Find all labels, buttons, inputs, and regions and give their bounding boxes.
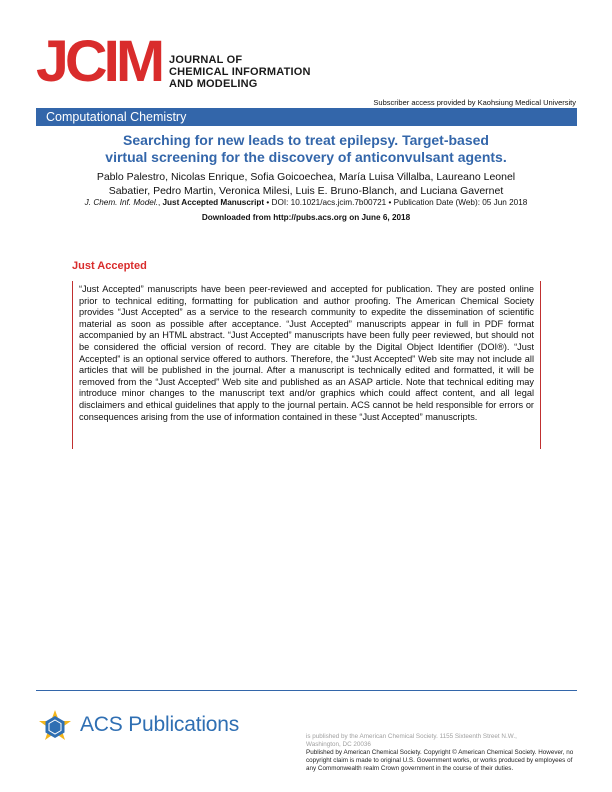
article-title-line: virtual screening for the discovery of anticonvulsant agents.: [105, 149, 507, 165]
article-title-line: Searching for new leads to treat epilepsy. Target-based: [123, 132, 489, 148]
journal-logo-mark: JCIM: [36, 29, 162, 94]
citation-line: J. Chem. Inf. Model., Just Accepted Manuscript • DOI: 10.1021/acs.jcim.7b00721 • Publication Date (Web): 05 Jun 2018: [84, 198, 528, 207]
journal-name: [169, 54, 311, 90]
journal-name-line: JOURNAL OF: [169, 54, 243, 66]
author-line: Sabatier, Pedro Martin, Veronica Milesi, Luis E. Bruno-Blanch, and Luciana Gavernet: [108, 185, 504, 197]
copyright-notice: Published by American Chemical Society. Copyright © American Chemical Society. However, no copyright claim is made to original U.S. Government works, or works produced by employees of any Commonwealth realm Crown government in the course of their duties.: [306, 749, 574, 773]
just-accepted-heading: Just Accepted: [72, 260, 147, 272]
author-line: Pablo Palestro, Nicolas Enrique, Sofia Goicoechea, María Luisa Villalba, Laureano Leonel: [96, 171, 516, 183]
journal-name-line: CHEMICAL INFORMATION: [169, 66, 311, 78]
article-title: [36, 132, 576, 166]
acs-hexagon-icon: [36, 708, 74, 746]
publisher-address-line: is published by the American Chemical Society. 1155 Sixteenth Street N.W.,: [306, 733, 517, 740]
acs-publications-wordmark: ACS Publications: [80, 713, 240, 736]
publication-date: Publication Date (Web): 05 Jun 2018: [393, 198, 528, 207]
footer-divider: [36, 690, 577, 691]
publisher-address-line: Washington, DC 20036: [306, 741, 371, 749]
subscriber-access-note: Subscriber access provided by Kaohsiung Medical University: [373, 98, 576, 107]
just-accepted-notice: [72, 281, 541, 449]
author-list: [36, 170, 576, 198]
section-banner: Computational Chemistry: [36, 108, 577, 126]
download-note: Downloaded from http://pubs.acs.org on June 6, 2018: [201, 213, 411, 222]
journal-abbrev: J. Chem. Inf. Model.: [84, 198, 158, 207]
journal-logo: [36, 29, 336, 94]
just-accepted-text: “Just Accepted” manuscripts have been peer-reviewed and accepted for publication. They are posted online prior to technical editing, formatting for publication and author proofing. The American Chemical Society provides “Just Accepted” as a service to the research community to expedite the dissemination of scientific material as soon as possible after acceptance. “Just Accepted” manuscripts appear in full in PDF format accompanied by an HTML abstract. “Just Accepted” manuscripts have been fully peer reviewed, but should not be considered the official version of record. They are citable by the Digital Object Identifier (DOI®). “Just Accepted” is an optional service offered to authors. Therefore, the “Just Accepted” Web site may not include all articles that will be published in the journal. After a manuscript is technically edited and formatted, it will be removed from the “Just Accepted” Web site and published as an ASAP article. Note that technical editing may introduce minor changes to the manuscript text and/or graphics which could affect content, and all legal disclaimers and ethical guidelines that apply to the journal pertain. ACS cannot be held responsible for errors or consequences arising from the use of information contained in these “Just Accepted” manuscripts.: [79, 284, 534, 422]
doi[interactable]: DOI: 10.1021/acs.jcim.7b00721: [271, 198, 387, 207]
publisher-note: [306, 733, 582, 773]
journal-name-line: AND MODELING: [169, 78, 258, 90]
acs-publications-logo: [36, 708, 240, 748]
manuscript-status: Just Accepted Manuscript: [162, 198, 265, 207]
